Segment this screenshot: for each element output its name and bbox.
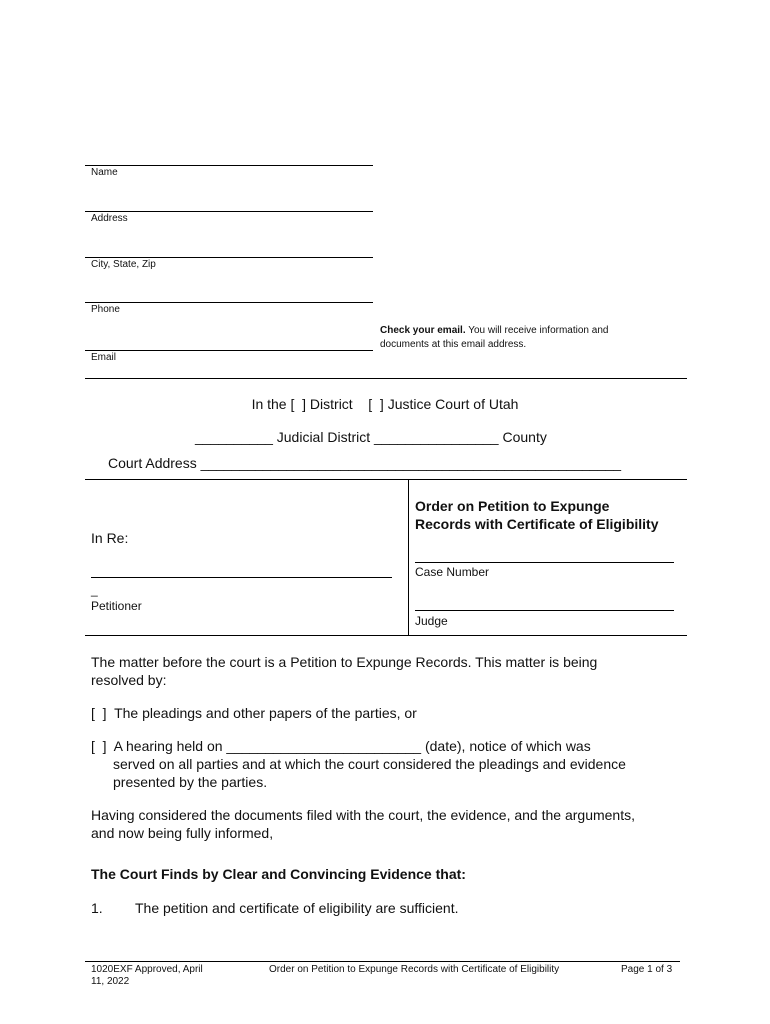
considered-paragraph (91, 806, 701, 842)
option-hearing-line-3: presented by the parties. (113, 774, 268, 790)
phone-label: Phone (91, 304, 120, 315)
option-hearing-line-2: served on all parties and at which the court considered the pleadings and evidence (113, 756, 626, 772)
considered-line-2: and now being fully informed, (91, 825, 274, 841)
case-number-label: Case Number (415, 565, 490, 579)
address-label: Address (91, 213, 128, 224)
petitioner-underscore: _ (91, 583, 98, 597)
footer-form-id-line-2: 11, 2022 (91, 976, 130, 987)
footer-form-id-line-1: 1020EXF Approved, April (91, 964, 203, 975)
city-state-zip-label: City, State, Zip (91, 259, 156, 270)
footer-page-number: Page 1 of 3 (621, 964, 673, 975)
considered-line-1: Having considered the documents filed with the court, the evidence, and the arguments, (91, 807, 635, 823)
email-line (85, 350, 373, 351)
option-hearing (91, 737, 691, 791)
footer-rule (85, 961, 680, 962)
option-pleadings: [ ] The pleadings and other papers of the parties, or (91, 705, 417, 721)
email-note-text-2: documents at this email address. (380, 339, 527, 350)
intro-line-1: The matter before the court is a Petition to Expunge Records. This matter is being (91, 654, 598, 670)
county-blank: ________________ (374, 429, 499, 445)
option-hearing-line-1: [ ] A hearing held on _________________________ (date), notice of which was (91, 738, 591, 754)
court-type-line: In the [ ] District [ ] Justice Court of Utah (251, 396, 519, 412)
order-title (415, 497, 658, 533)
email-note-bold: Check your email. (380, 325, 466, 336)
caption-bottom-border (85, 635, 687, 636)
address-line (85, 211, 373, 212)
case-number-line (415, 562, 674, 563)
email-note-text: You will receive information and (465, 325, 609, 336)
finding-item-1-text: The petition and certificate of eligibility are sufficient. (135, 900, 459, 916)
section-divider (85, 378, 687, 379)
judicial-district-line (195, 429, 547, 445)
caption-divider (408, 479, 409, 635)
judicial-district-blank: __________ (195, 429, 273, 445)
name-line (85, 165, 373, 166)
city-state-zip-line (85, 257, 373, 258)
judge-label: Judge (415, 614, 448, 628)
intro-line-2: resolved by: (91, 672, 167, 688)
county-text: County (498, 429, 547, 445)
judge-line (415, 610, 674, 611)
petitioner-line (91, 577, 392, 578)
footer-form-id (91, 964, 203, 988)
order-title-line-2: Records with Certificate of Eligibility (415, 516, 659, 532)
court-address-line (108, 455, 621, 471)
intro-paragraph (91, 653, 691, 689)
finding-item-1-number: 1. (91, 900, 103, 916)
in-re-label: In Re: (91, 530, 129, 546)
email-label: Email (91, 352, 117, 363)
email-note (380, 324, 680, 352)
court-address-label: Court Address (108, 455, 201, 471)
footer-title: Order on Petition to Expunge Records with Certificate of Eligibility (269, 964, 560, 975)
phone-line (85, 302, 373, 303)
petitioner-label: Petitioner (91, 599, 142, 613)
name-label: Name (91, 167, 118, 178)
court-address-blank: ______________________________________________________ (200, 455, 622, 471)
caption-top-border (85, 479, 687, 480)
judicial-district-text: Judicial District (272, 429, 375, 445)
findings-heading: The Court Finds by Clear and Convincing Evidence that: (91, 866, 466, 882)
order-title-line-1: Order on Petition to Expunge (415, 498, 610, 514)
